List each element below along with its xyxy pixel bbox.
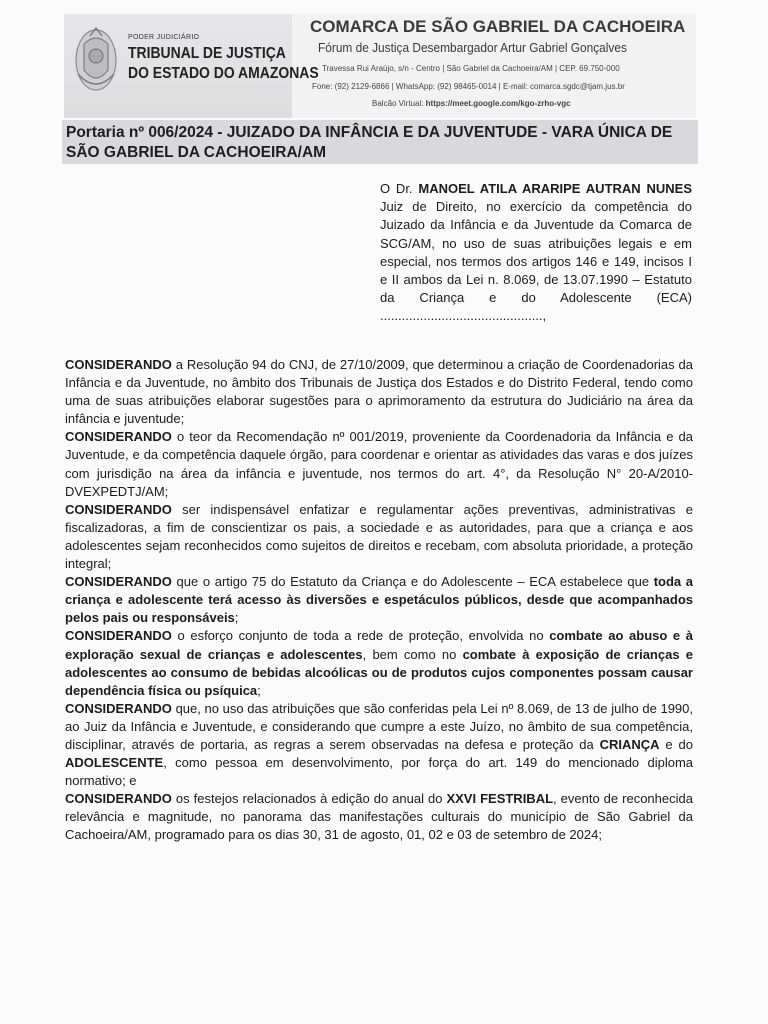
paragraph-tail: , como pessoa em desenvolvimento, por força do art. 149 do mencionado diploma normativo; e [65,755,693,789]
comarca-title: COMARCA DE SÃO GABRIEL DA CACHOEIRA [310,17,686,36]
virtual-desk-link[interactable]: https://meet.google.com/kgo-zrho-vgc [425,99,571,108]
considerando-label: CONSIDERANDO [65,429,172,445]
emphasis-text: combate ao abuso e à exploração sexual de crianças e adolescentes [65,628,693,662]
address-line: Travessa Rui Araújo, s/n - Centro | São Gabriel da Cachoeira/AM | CEP. 69.750-000 [322,64,620,73]
paragraph-text: os festejos relacionados à edição do anual do [171,791,447,807]
paragraph-tail: ; [234,610,239,626]
consideration-paragraph [65,356,693,428]
judge-name: MANOEL ATILA ARARIPE AUTRAN NUNES [418,181,692,196]
coat-of-arms-icon [72,24,120,96]
emphasis-text: XXVI FESTRIBAL [446,791,554,807]
tribunal-name-line1: TRIBUNAL DE JUSTIÇA [128,45,286,62]
emphasis-text: CRIANÇA [599,736,660,752]
virtual-desk-label: Balcão Virtual: [372,99,426,108]
paragraph-text: o esforço conjunto de toda a rede de proteção, envolvida no [171,628,550,644]
considerando-label: CONSIDERANDO [65,357,172,372]
considerando-label: CONSIDERANDO [65,574,172,590]
paragraph-text: que, no uso das atribuições que são conferidas pela Lei nº 8.069, de 13 de julho de 1990, ao Juiz da Infância e Juventude, e considerando que cumpre a este Juízo, no âmbito de sua competência, disciplinar, através de portaria, as regras a serem observadas na defesa e proteção da [65,700,693,752]
considerations-body [65,356,693,845]
tribunal-name-line2: DO ESTADO DO AMAZONAS [128,65,319,82]
considerando-label: CONSIDERANDO [65,501,172,517]
considerando-label: CONSIDERANDO [65,628,172,644]
paragraph-text: a Resolução 94 do CNJ, de 27/10/2009, que determinou a criação de Coordenadorias da Infância e da Juventude, no âmbito dos Tribunais de Justiça dos Estados e do Distrito Federal, tendo como uma de suas atribuições elaborar sugestões para o aprimoramento da estrutura do Judiciário na área da infância e juventude; [65,357,693,427]
paragraph-text: que o artigo 75 do Estatuto da Criança e do Adolescente – ECA estabelece que [171,574,654,590]
virtual-desk-line [372,99,571,108]
forum-name: Fórum de Justiça Desembargador Artur Gabriel Gonçalves [318,41,627,55]
paragraph-tail: ; [257,682,261,698]
portaria-title: Portaria nº 006/2024 - JUIZADO DA INFÂNCIA E DA JUVENTUDE - VARA ÚNICA DE SÃO GABRIEL DA CACHOEIRA/AM [66,124,673,161]
consideration-paragraph [65,790,693,844]
paragraph-text: o teor da Recomendação nº 001/2019, proveniente da Coordenadoria da Infância e da Juventude, e da competência daquele órgão, para coordenar e orientar as atividades das varas e dos juízes com jurisdição na área da infância e juventude, nos termos do art. 4°, da Resolução N° 20-A/2010-DVEXPEDTJ/AM; [65,429,693,499]
poder-judiciario-label: PODER JUDICIÁRIO [128,34,200,41]
consideration-paragraph [65,573,693,627]
emphasis-text: ADOLESCENTE [65,755,164,771]
paragraph-text: ser indispensável enfatizar e regulamentar ações preventivas, administrativas e fiscalizadoras, a fim de conscientizar os pais, a sociedade e as autoridades, para que a criança e aos adolescentes sejam reconhecidos como sujeitos de direitos e recebam, com absoluta prioridade, a proteção integral; [65,501,693,572]
preamble [380,180,692,326]
considerando-label: CONSIDERANDO [65,700,172,716]
considerando-label: CONSIDERANDO [65,791,172,807]
paragraph-tail: , evento de reconhecida relevância e magnitude, no panorama das manifestações culturais do município de São Gabriel da Cachoeira/AM, programado para os dias 30, 31 de agosto, 01, 02 e 03 de setembro de 2024; [65,791,693,843]
consideration-paragraph [65,700,693,790]
paragraph-mid: e do [659,736,693,752]
consideration-paragraph [65,428,693,500]
consideration-paragraph [65,627,693,699]
preamble-text: Juiz de Direito, no exercício da competência do Juizado da Infância e da Juventude da Comarca de SCG/AM, no uso de suas atribuições legais e em especial, nos termos dos artigos 146 e 149, incisos I e II ambos da Lei n. 8.069, de 13.07.1990 – Estatuto da Criança e do Adolescente (ECA) ............................................., [380,199,692,324]
emphasis-text: toda a criança e adolescente terá acesso às diversões e espetáculos públicos, desde que acompanhados pelos pais ou responsáveis [65,574,693,626]
consideration-paragraph [65,501,693,573]
preamble-prefix: O Dr. [380,181,419,196]
emphasis-text: combate à exposição de crianças e adolescentes ao consumo de bebidas alcoólicas ou de produtos cujos componentes possam causar dependência física ou psíquica [65,646,693,698]
paragraph-mid: , bem como no [362,646,463,662]
contact-line: Fone: (92) 2129-6866 | WhatsApp: (92) 98465-0014 | E-mail: comarca.sgdc@tjam.jus.br [312,82,625,91]
